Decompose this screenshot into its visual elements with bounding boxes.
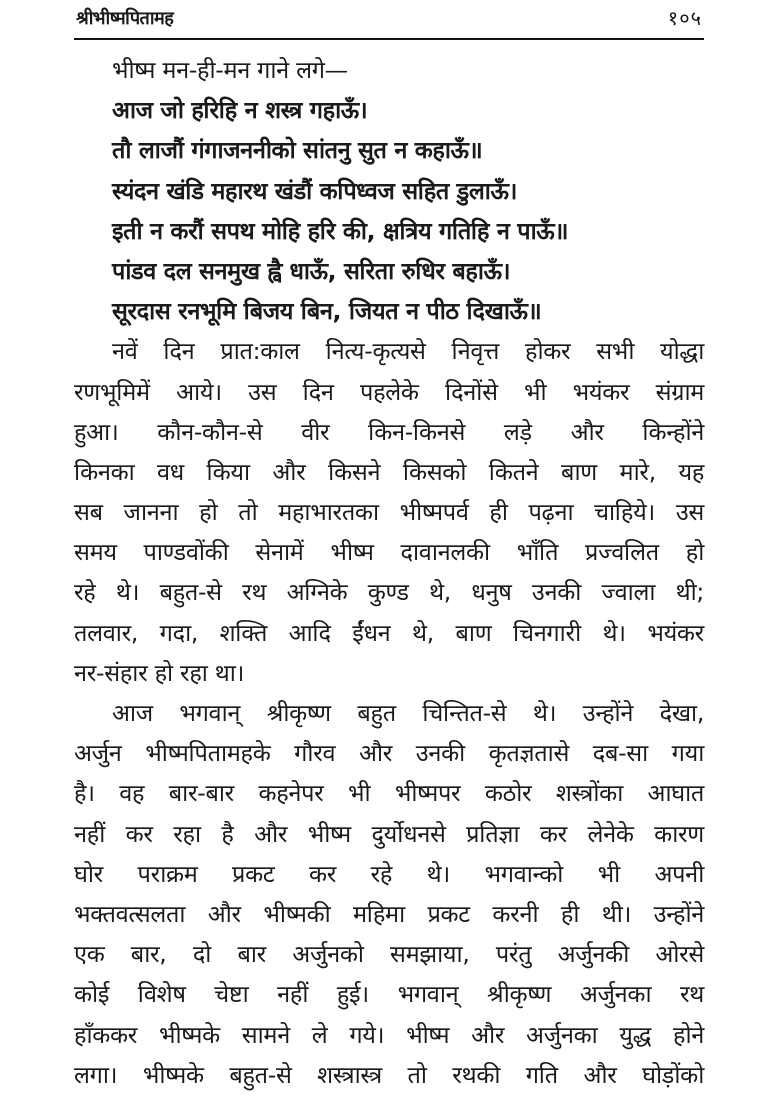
verse-line: तौ लाजौं गंगाजननीको सांतनु सुत न कहाऊँ॥ [112,136,483,165]
page-body [74,50,704,1095]
paragraph-krishna-worried [74,693,704,1095]
paragraph-line: समय पाण्डवोंकी सेनामें भीष्म दावानलकी भाँति प्रज्वलित हो [74,538,704,567]
paragraph-line: हाँककर भीष्मके सामने ले गये। भीष्म और अर्जुनका युद्ध होने [74,1020,704,1049]
paragraph-line: किनका वध किया और किसने किसको कितने बाण मारे, यह [74,457,704,486]
verse-intro: भीष्म मन-ही-मन गाने लगे— [112,56,348,84]
paragraph-line: सब जानना हो तो महाभारतका भीष्मपर्व ही पढ़ना चाहिये। उस [74,498,704,527]
paragraph-line: नवें दिन प्रात:काल नित्य-कृत्यसे निवृत्त होकर सभी योद्धा [112,337,704,366]
paragraph-line: रहे थे। बहुत-से रथ अग्निके कुण्ड थे, धनुष उनकी ज्वाला थी; [74,578,704,607]
paragraph-line: तलवार, गदा, शक्ति आदि ईंधन थे, बाण चिनगारी थे। भयंकर [74,618,704,647]
paragraph-line: अर्जुन भीष्मपितामहके गौरव और उनकी कृतज्ञतासे दब-सा गया [74,739,704,768]
verse-line: पांडव दल सनमुख ह्वै धाऊँ, सरिता रुधिर बहाऊँ। [112,256,511,285]
paragraph-line: नर-संहार हो रहा था। [74,658,245,687]
book-page [74,0,704,1095]
verse-line: आज जो हरिहि न शस्त्र गहाऊँ। [112,96,368,125]
paragraph-line: लगा। भीष्मके बहुत-से शस्त्रास्त्र तो रथकी गति और घोड़ोंको [74,1060,704,1089]
verse-line: सूरदास रनभूमि बिजय बिन, जियत न पीठ दिखाऊँ॥ [112,297,542,326]
page-number: १०५ [667,6,702,30]
paragraph-line: रणभूमिमें आये। उस दिन पहलेके दिनोंसे भी भयंकर संग्राम [74,377,704,406]
paragraph-line: हुआ। कौन-कौन-से वीर किन-किनसे लड़े और किन्होंने [74,417,704,446]
paragraph-line: कोई विशेष चेष्टा नहीं हुई। भगवान् श्रीकृष्ण अर्जुनका रथ [74,980,704,1009]
running-header [74,0,704,40]
paragraph-line: एक बार, दो बार अर्जुनको समझाया, परंतु अर्जुनकी ओरसे [74,940,704,969]
paragraph-line: भक्तवत्सलता और भीष्मकी महिमा प्रकट करनी ही थी। उन्होंने [74,899,704,928]
paragraph-line: आज भगवान् श्रीकृष्ण बहुत चिन्तित-से थे। उन्होंने देखा, [112,699,704,727]
verse-line: स्यंदन खंडि महारथ खंडौं कपिध्वज सहित डुलाऊँ। [112,176,518,205]
paragraph-line: नहीं कर रहा है और भीष्म दुर्योधनसे प्रतिज्ञा कर लेनेके कारण [74,819,704,848]
paragraph-line: है। वह बार-बार कहनेपर भी भीष्मपर कठोर शस्त्रोंका आघात [74,779,704,808]
paragraph-ninth-day [74,331,704,693]
paragraph-line: घोर पराक्रम प्रकट कर रहे थे। भगवान्को भी अपनी [74,859,704,888]
running-title: श्रीभीष्मपितामह [76,8,174,29]
verse-line: इती न करौं सपथ मोहि हरि की, क्षत्रिय गतिहि न पाऊँ॥ [112,216,569,245]
verse-block [74,90,704,331]
